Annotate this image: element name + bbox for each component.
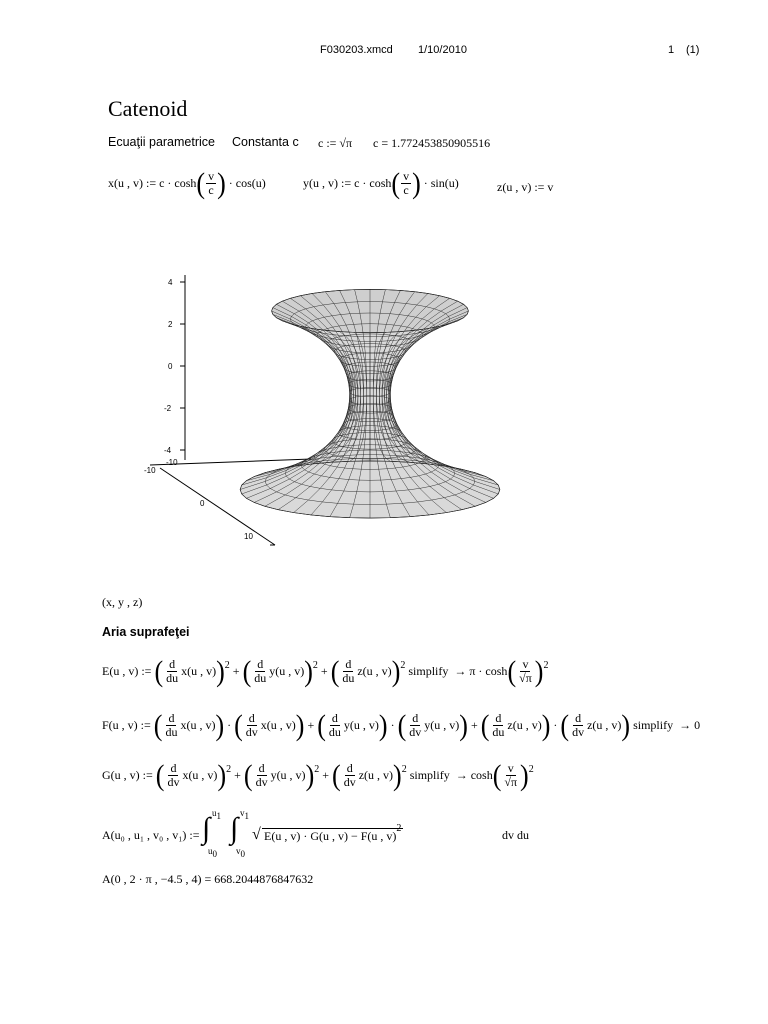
plot-caption: (x, y , z) (102, 595, 143, 609)
simplify-keyword: simplify (408, 664, 449, 678)
y-pre: c · cosh (354, 176, 392, 190)
f-equation: F(u , v) := ( $\frac{d}{du}$ x(u , v) ) · ( $\frac{d}{dv}$ x(u , v) ) + ( $\frac{d}{du}$ y(u , v) ) · ( $\frac{d}{dv}$ y(u , v) ) + ( $\frac{d}{du}$ z(u , v) ) · ( $\frac{d}{dv}$ z(u , v) ) simplify → 0 (102, 708, 701, 742)
page-title: Catenoid (108, 96, 188, 121)
a-evaluation: A(0 , 2 · π , −4.5 , 4) = 668.2044876847632 (102, 872, 314, 886)
x-tick: -10 (144, 466, 156, 475)
g-equation: G(u , v) := ( $\frac{d}{dv}$ x(u , v) ) 2 + ( $\frac{d}{dv}$ y(u , v) ) 2 + ( $\frac{d}{dv}$ z(u , v) ) 2 simplify → cosh ( $\frac{v}{√\pi}$ ) 2 (102, 758, 534, 792)
e-result: π · cosh (469, 664, 508, 678)
x-tick: -10 (166, 458, 178, 467)
param-label: Ecuaţii parametrice (108, 135, 215, 149)
c-value: c = 1.772453850905516 (373, 136, 491, 150)
page-number: 1 (668, 44, 675, 56)
z-tick: 0 (168, 362, 173, 371)
x-post: · cos(u) (228, 176, 266, 190)
g-result: cosh (470, 768, 493, 782)
f-result: 0 (694, 718, 701, 732)
a-definition: A(u₀ , u₁ , v₀ , v₁) := ∫ u1 u0 ∫ v1 v0 √ E(u , v) · G(u , v) − F(u , v)$^2$ dv du (102, 808, 529, 859)
file-name: F030203.xmcd (320, 44, 393, 56)
x-equation: x(u , v) := c · cosh ( $\frac{v}{c}$ ) · cos(u) (108, 166, 266, 200)
z-tick: 4 (168, 278, 173, 287)
c-definition: c := √π (318, 136, 353, 150)
y-equation: y(u , v) := c · cosh ( $\frac{v}{c}$ ) · sin(u) (303, 166, 459, 200)
a-integrand: E(u , v) · G(u , v) − F(u , v) (264, 829, 397, 843)
z-tick: 2 (168, 320, 173, 329)
y-lhs: y(u , v) := (303, 176, 352, 190)
catenoid-surface (240, 289, 500, 518)
file-date: 1/10/2010 (418, 44, 467, 56)
y-post: · sin(u) (423, 176, 459, 190)
const-label: Constanta c (232, 135, 299, 149)
z-tick: -2 (164, 404, 172, 413)
z-tick-marks (180, 282, 185, 450)
z-equation: z(u , v) := v (497, 180, 554, 194)
area-heading: Aria suprafeţei (102, 625, 190, 639)
page-count: (1) (686, 44, 700, 56)
e-equation: E(u , v) := ( $\frac{d}{du}$ x(u , v) ) 2 + ( $\frac{d}{du}$ y(u , v) ) 2 + ( $\frac{d}{du}$ z(u , v) ) 2 simplify → π · cosh ( $\frac{v}{√\pi}$ ) 2 (102, 654, 549, 688)
z-tick: -4 (164, 446, 172, 455)
x-pre: c · cosh (159, 176, 197, 190)
catenoid-plot (130, 260, 530, 550)
x-lhs: x(u , v) := (108, 176, 157, 190)
y-tick: 0 (200, 499, 205, 508)
y-tick: 10 (244, 532, 253, 541)
